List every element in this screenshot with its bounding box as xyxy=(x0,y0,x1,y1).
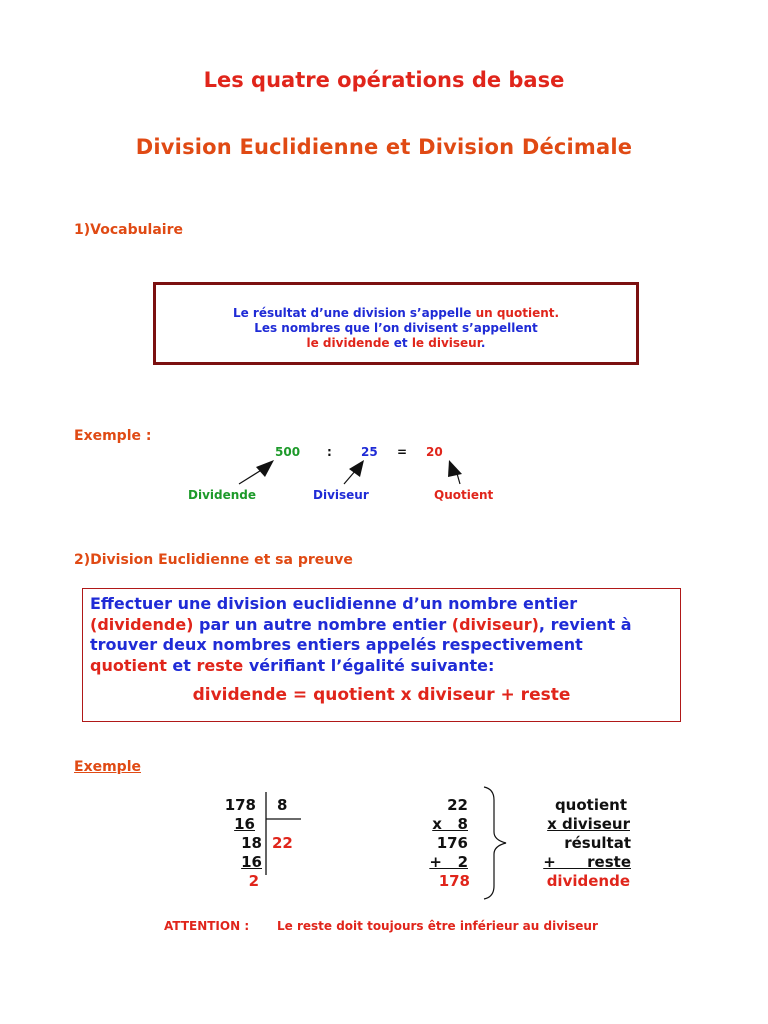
definition-text: et xyxy=(166,655,197,675)
definition-term: (dividende) xyxy=(90,614,194,634)
division-partial-1: 18 xyxy=(241,834,262,852)
definition-text: par un autre nombre entier xyxy=(193,614,452,634)
division-subtract-2: 16 xyxy=(241,853,262,871)
page-subtitle: Division Euclidienne et Division Décimale xyxy=(135,135,633,159)
definition-line-1: Effectuer une division euclidienne d’un nombre entier xyxy=(90,594,578,613)
proof-label-diviseur: x diviseur xyxy=(547,815,630,833)
vocab-line-2: Les nombres que l’on divisent s’appellent xyxy=(254,321,538,335)
division-dividend: 178 xyxy=(224,796,256,814)
vocab-text: . xyxy=(480,336,486,350)
division-subtract-1: 16 xyxy=(234,815,255,833)
example-divisor: 25 xyxy=(361,445,378,459)
page-title: Les quatre opérations de base xyxy=(203,68,565,92)
vocab-term-dividende: le dividende xyxy=(306,336,390,350)
attention-label: ATTENTION : xyxy=(164,919,250,933)
vocab-term-quotient: un quotient. xyxy=(475,306,560,320)
vocab-text: et xyxy=(389,336,412,350)
attention-text: Le reste doit toujours être inférieur au diviseur xyxy=(277,919,598,933)
example-equals: = xyxy=(397,445,408,459)
section-heading-vocabulaire: 1)Vocabulaire xyxy=(74,222,184,238)
definition-text: vérifiant l’égalité suivante: xyxy=(243,655,495,675)
definition-text: , revient à xyxy=(538,614,632,634)
proof-product: 176 xyxy=(436,834,468,852)
definition-line-3: trouver deux nombres entiers appelés respectivement xyxy=(90,635,583,654)
division-quotient: 22 xyxy=(272,834,293,852)
proof-plus-remainder: + 2 xyxy=(429,853,468,871)
label-diviseur: Diviseur xyxy=(313,488,369,502)
proof-quotient: 22 xyxy=(447,796,468,814)
proof-label-quotient: quotient xyxy=(554,796,627,814)
definition-term: (diviseur) xyxy=(451,614,539,634)
example-quotient: 20 xyxy=(426,445,443,459)
proof-label-reste: + reste xyxy=(543,853,631,871)
vocab-text: Le résultat d’une division s’appelle xyxy=(232,306,476,320)
vocab-term-diviseur: le diviseur xyxy=(411,336,481,350)
proof-label-resultat: résultat xyxy=(564,834,631,852)
proof-times-divisor: x 8 xyxy=(432,815,468,833)
curly-brace-icon xyxy=(484,787,506,899)
example-heading: Exemple : xyxy=(74,428,152,444)
division-divisor: 8 xyxy=(277,796,288,814)
division-remainder: 2 xyxy=(248,872,259,890)
definition-term: reste xyxy=(196,655,244,675)
example2-heading: Exemple xyxy=(74,759,141,775)
label-dividende: Dividende xyxy=(188,488,257,502)
example-dividend: 500 xyxy=(275,445,301,459)
definition-term: quotient xyxy=(90,655,167,675)
proof-label-dividende: dividende xyxy=(546,872,630,890)
section-heading-division-euclidienne: 2)Division Euclidienne et sa preuve xyxy=(74,552,353,568)
example-colon: : xyxy=(327,445,332,459)
proof-dividend: 178 xyxy=(438,872,470,890)
definition-formula: dividende = quotient x diviseur + reste xyxy=(192,685,571,705)
label-quotient: Quotient xyxy=(434,488,494,502)
